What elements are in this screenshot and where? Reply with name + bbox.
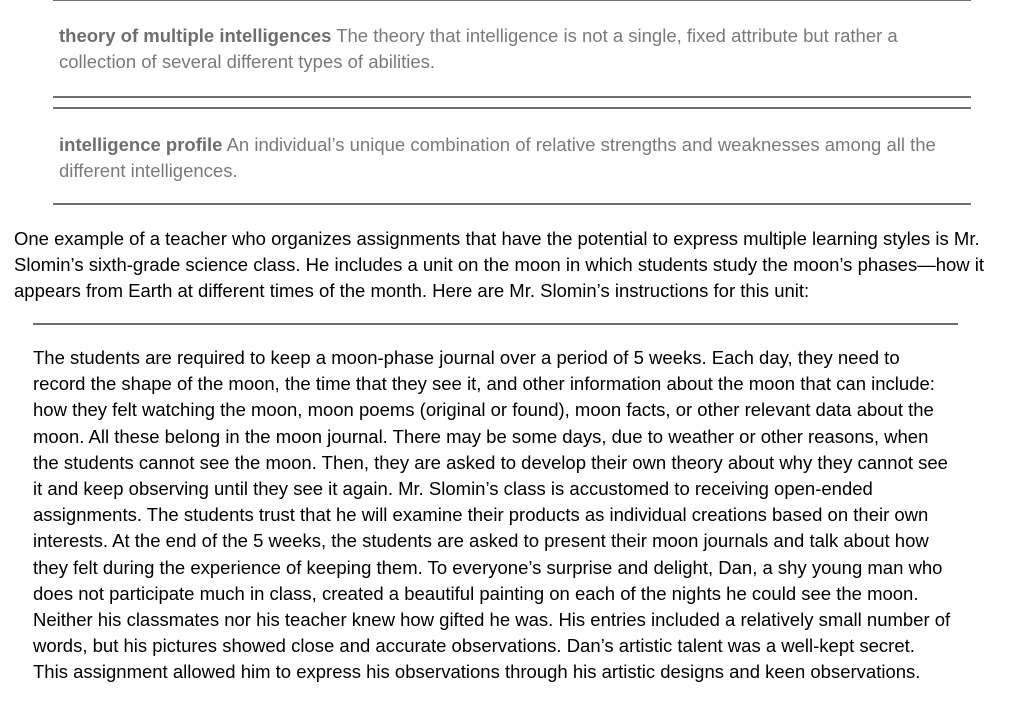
- instructions-divider: [33, 323, 958, 325]
- glossary-entry: [53, 109, 971, 184]
- instructions-block: The students are required to keep a moon-phase journal over a period of 5 weeks. Each day, they need to record the shape of the moon, the time that they see it, and other information about the moon that can include: how they felt watching the moon, moon poems (original or found), moon facts, or other relevant data about the moon. All these belong in the moon journal. There may be some days, due to weather or other reasons, when the students cannot see the moon. Then, they are asked to develop their own theory about why they cannot see it and keep observing until they see it again. Mr. Slomin’s class is accustomed to receiving open-ended assignments. The students trust that he will examine their products as individual creations based on their own interests. At the end of the 5 weeks, the students are asked to present their moon journals and talk about how they felt during the experience of keeping them. To everyone’s surprise and delight, Dan, a shy young man who does not participate much in class, created a beautiful painting on each of the nights he could see the moon. Neither his classmates nor his teacher knew how gifted he was. His entries included a relatively small number of words, but his pictures showed close and accurate observations. Dan’s artistic talent was a well-kept secret. This assignment allowed him to express his observations through his artistic designs and keen observations.: [33, 347, 951, 683]
- glossary-box-multiple-intelligences: [53, 0, 971, 98]
- glossary-definition: The theory that intelligence is not a single, fixed attribute but rather a collection of several different types of abilities.: [59, 25, 898, 72]
- glossary-term: theory of multiple intelligences: [59, 25, 332, 46]
- glossary-box-intelligence-profile: [53, 107, 971, 205]
- intro-paragraph: One example of a teacher who organizes assignments that have the potential to express multiple learning styles is Mr. Slomin’s sixth-grade science class. He includes a unit on the moon in which students study the moon’s phases—how it appears from Earth at different times of the month. Here are Mr. Slomin’s instructions for this unit:: [14, 228, 985, 301]
- glossary-term: intelligence profile: [59, 134, 223, 155]
- glossary-entry: [53, 1, 971, 75]
- glossary-definition: An individual’s unique combination of relative strengths and weaknesses among all the different intelligences.: [59, 134, 936, 181]
